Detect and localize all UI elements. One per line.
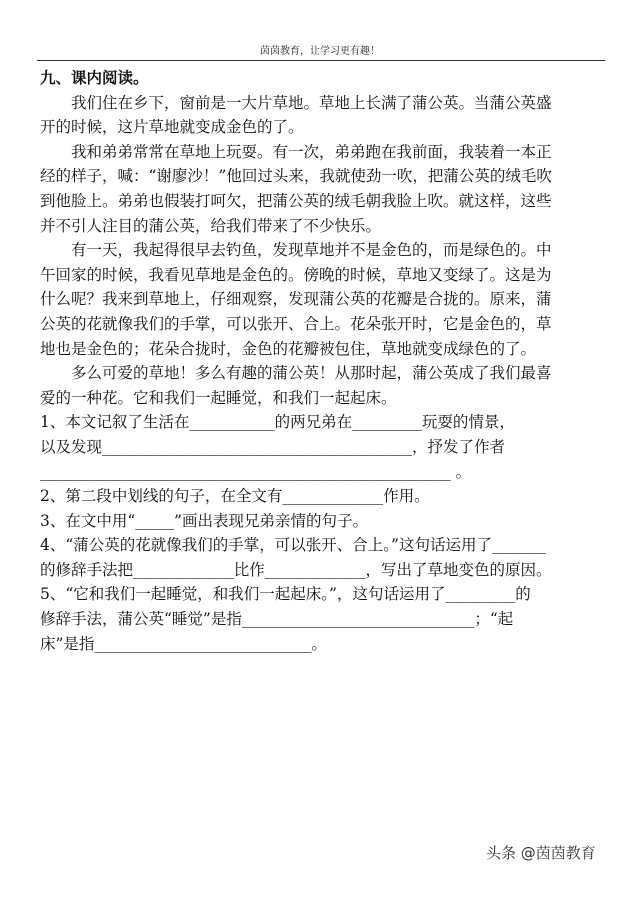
source-watermark: 头条 @茵茵教育 (486, 844, 596, 862)
passage-paragraph-2 (40, 140, 606, 238)
passage-line: 爱的一种花。它和我们一起睡觉，和我们一起起床。 (40, 388, 397, 407)
passage-line: 午回家的时候，我看见草地是金色的。傍晚的时候，草地又变绿了。这是为 (40, 265, 552, 284)
passage-line: 我们住在乡下，窗前是一大片草地。草地上长满了蒲公英。当蒲公英盛 (71, 93, 552, 112)
question-line: 以及发现________________________________________，抒发了作者 (40, 437, 506, 456)
document-body (40, 66, 606, 656)
header-rule (37, 60, 605, 61)
passage-line: 经的样子，喊：“谢廖沙！”他回过头来，我就使劲一吹，把蒲公英的绒毛吹 (40, 167, 552, 186)
passage-line: 到他脸上。弟弟也假装打呵欠，把蒲公英的绒毛朝我脸上吹。就这样，这些 (40, 191, 552, 210)
passage-paragraph-1 (40, 91, 606, 140)
passage-line: 公英的花就像我们的手掌，可以张开、合上。花朵张开时，它是金色的，草 (40, 314, 552, 333)
passage-line: 什么呢？我来到草地上，仔细观察，发现蒲公英的花瓣是合拢的。原来，蒲 (40, 290, 552, 309)
question-line: 1、本文记叙了生活在___________的两兄弟在_________玩耍的情景， (40, 413, 515, 432)
question-line: 2、第二段中划线的句子，在全文有_____________作用。 (40, 487, 430, 506)
passage-line: 开的时候，这片草地就变成金色的了。 (40, 118, 304, 137)
passage-paragraph-3 (40, 238, 606, 361)
question-line: 床”是指____________________________。 (40, 634, 327, 653)
passage-line: 地也是金色的；花朵合拢时，金色的花瓣被包住，草地就变成绿色的了。 (40, 339, 537, 358)
question-line: 4、“蒲公英的花就像我们的手掌，可以张开、合上。”这句话运用了_______ (40, 536, 547, 555)
question-line: 5、“它和我们一起睡觉，和我们一起起床。”，这句话运用了_________的 (40, 585, 531, 604)
section-title: 九、课内阅读。 (40, 68, 149, 87)
passage-line: 有一天，我起得很早去钓鱼，发现草地并不是金色的，而是绿色的。中 (71, 241, 552, 260)
passage-line: 多么可爱的草地！多么有趣的蒲公英！从那时起，蒲公英成了我们最喜 (71, 364, 552, 383)
question-line: 3、在文中用“_____”画出表现兄弟亲情的句子。 (40, 511, 368, 530)
passage-paragraph-4 (40, 361, 606, 410)
question-line: _____________________________________________________ 。 (40, 462, 472, 481)
passage-line: 我和弟弟常常在草地上玩耍。有一次，弟弟跑在我前面，我装着一本正 (71, 142, 552, 161)
passage-line: 并不引人注目的蒲公英，给我们带来了不少快乐。 (40, 216, 382, 235)
question-line: 的修辞手法把_____________比作_____________，写出了草地变色的原因。 (40, 560, 552, 579)
questions (40, 410, 606, 656)
question-line: 修辞手法，蒲公英“睡觉”是指______________________________；“起 (40, 610, 514, 629)
page-header: 茵茵教育，让学习更有趣！ (260, 46, 380, 57)
